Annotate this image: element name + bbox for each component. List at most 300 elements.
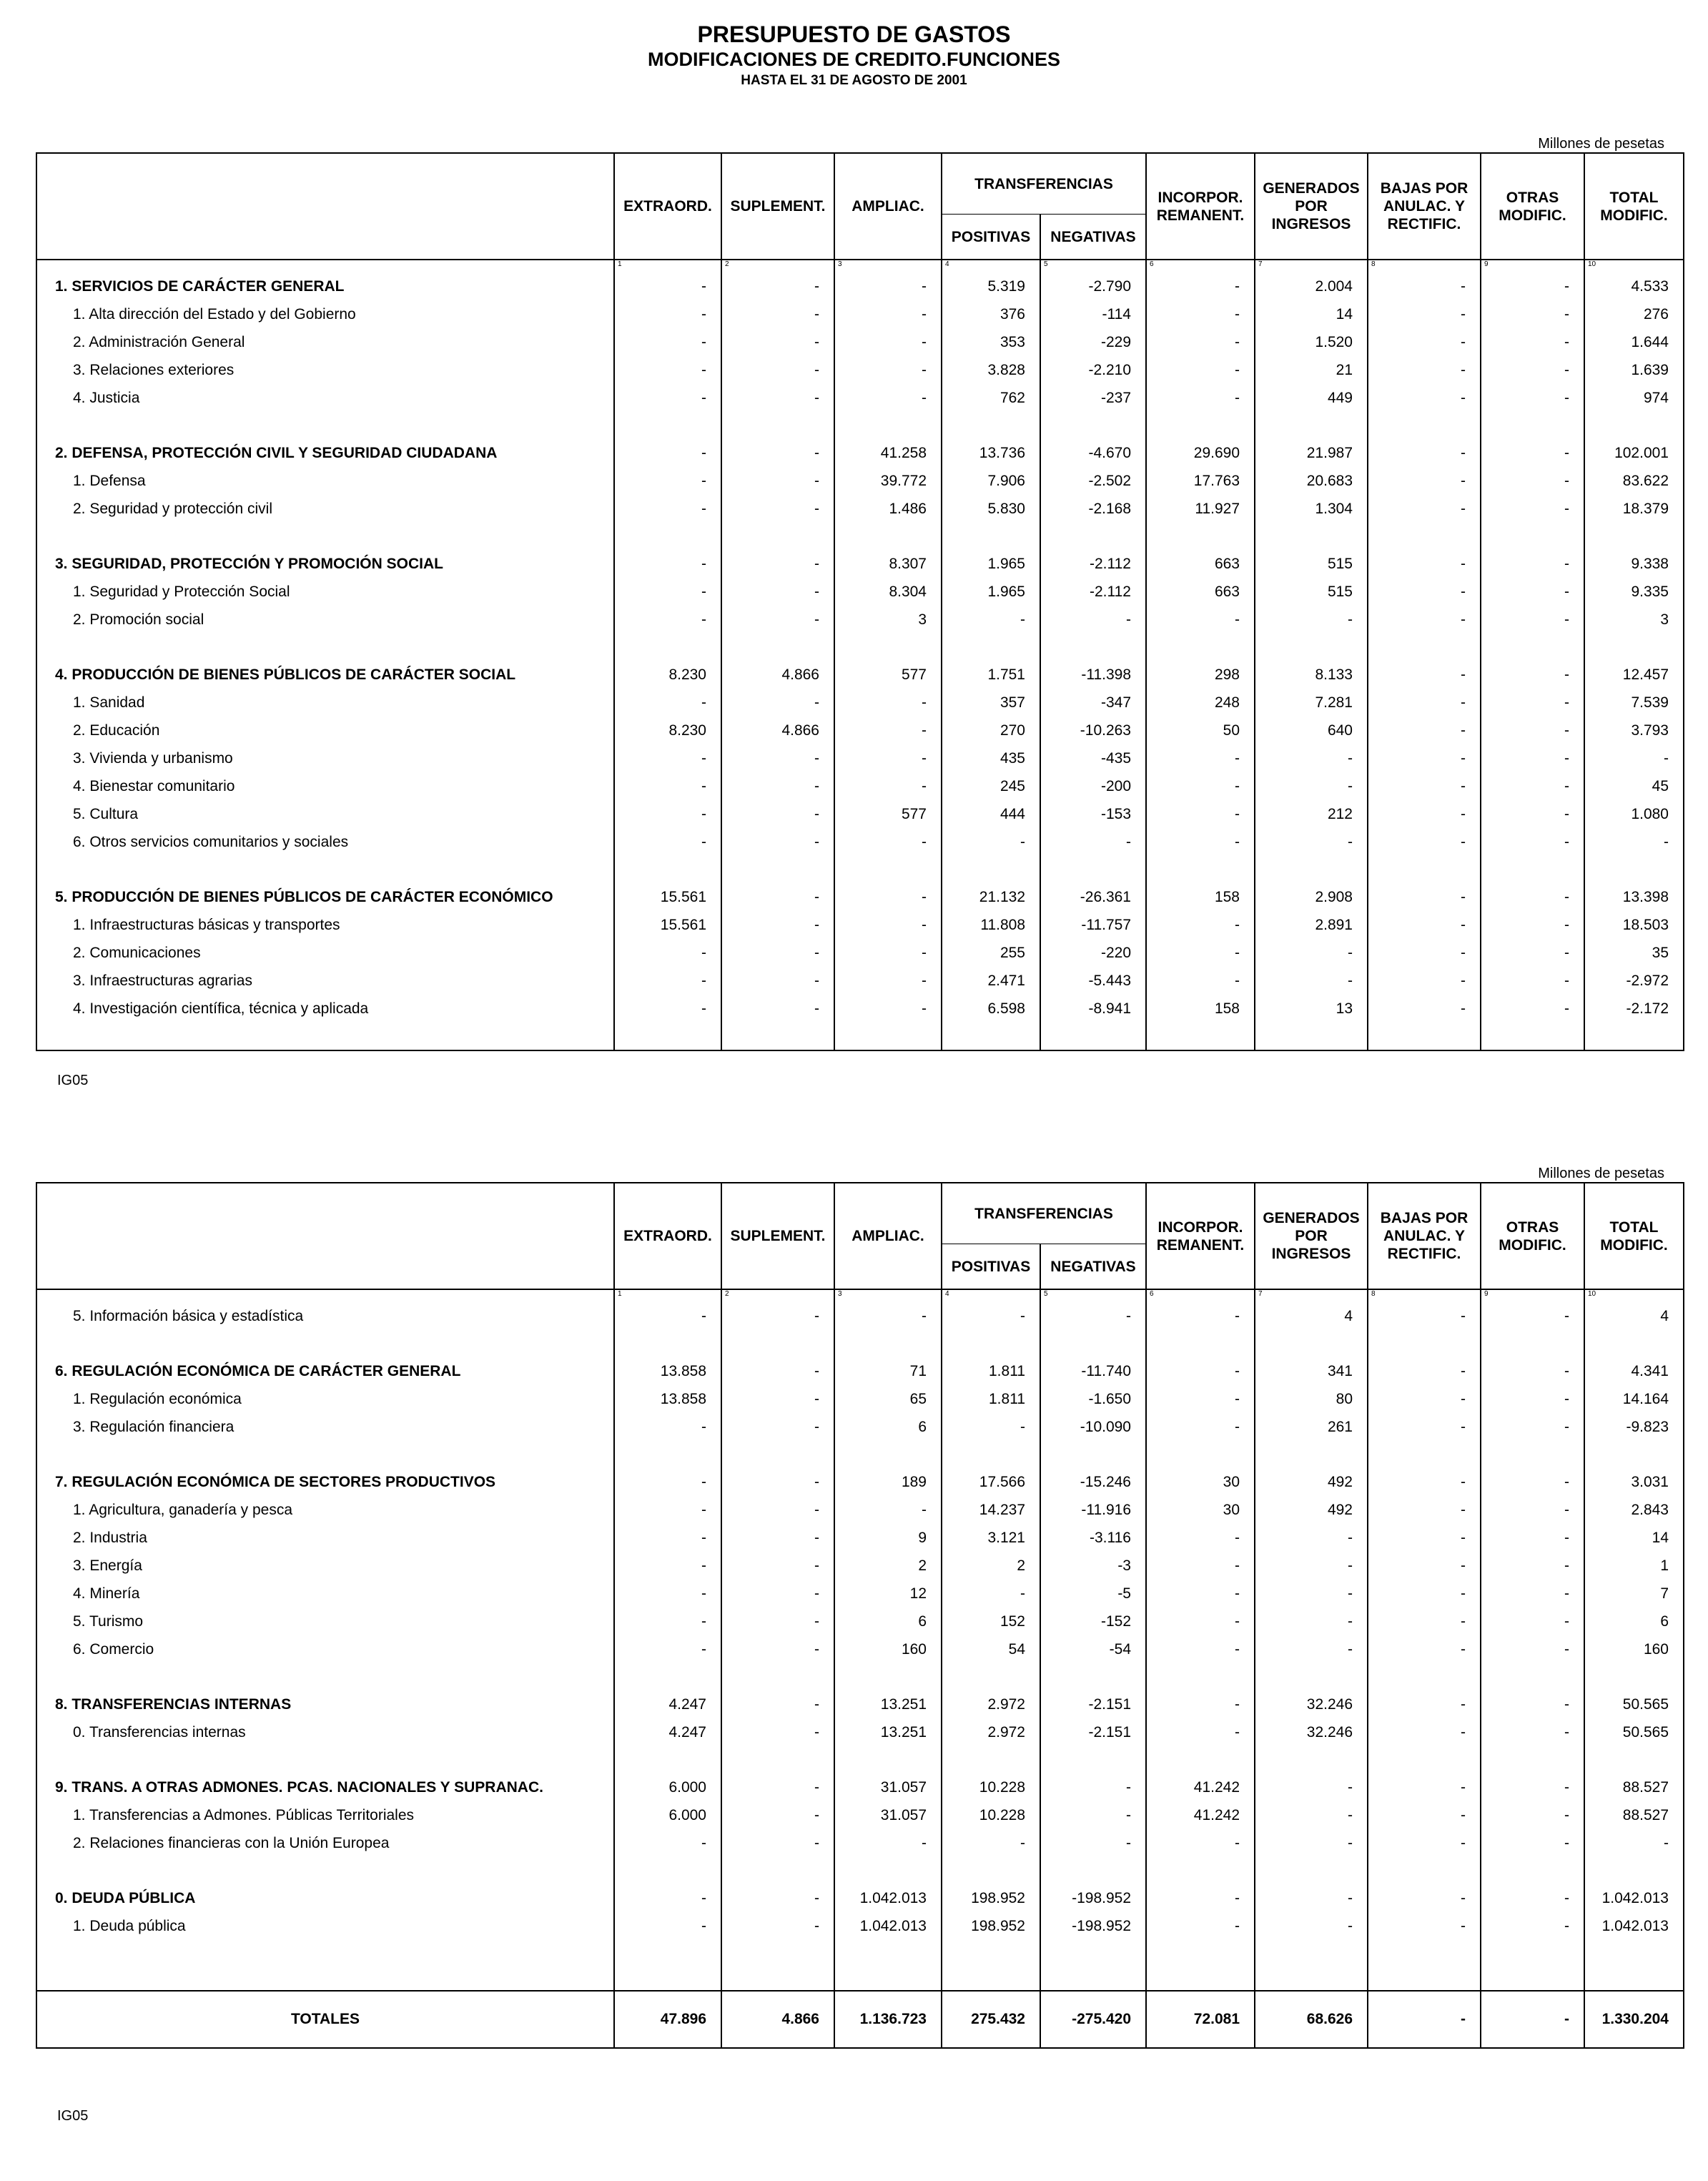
col-number-spacer [36,1289,614,1302]
cell-positivas: 7.906 [942,467,1040,495]
cell-generados: 1.520 [1255,328,1368,356]
cell-extraord: - [614,578,721,606]
cell-negativas: -152 [1040,1608,1146,1635]
cell-positivas: 2 [942,1552,1040,1580]
subitem-row [36,300,1684,328]
cell-ampliac: 577 [834,661,942,689]
cell-positivas: - [942,1302,1040,1330]
subitem-row [36,828,1684,856]
cell-positivas: 10.228 [942,1773,1040,1801]
row-label: 2. Educación [73,722,160,739]
cell-suplement: - [721,1635,834,1663]
cell-extraord: - [614,800,721,828]
cell-bajas: - [1368,467,1481,495]
cell-otras: - [1481,550,1584,578]
cell-bajas: - [1368,995,1481,1023]
spacer-row [36,634,1684,661]
subitem-row [36,1552,1684,1580]
cell-extraord: - [614,744,721,772]
cell-negativas: -198.952 [1040,1912,1146,1940]
cell-generados: 640 [1255,717,1368,744]
cell-generados: 2.004 [1255,272,1368,300]
col-header-positivas: POSITIVAS [942,215,1040,260]
cell-generados: 341 [1255,1357,1368,1385]
cell-incorpor: 50 [1146,717,1255,744]
cell-generados: 492 [1255,1496,1368,1524]
cell-incorpor: - [1146,356,1255,384]
col-header-total: TOTAL MODIFIC. [1584,1183,1684,1289]
cell-ampliac: - [834,689,942,717]
cell-total: 18.503 [1584,911,1684,939]
total-extraord: 47.896 [614,1991,721,2048]
cell-incorpor: 11.927 [1146,495,1255,523]
col-number: 3 [834,1289,942,1302]
cell-extraord: 4.247 [614,1690,721,1718]
cell-total: 1.639 [1584,356,1684,384]
total-incorpor: 72.081 [1146,1991,1255,2048]
cell-generados: - [1255,939,1368,967]
cell-positivas: 5.319 [942,272,1040,300]
cell-bajas: - [1368,1773,1481,1801]
subitem-row [36,1524,1684,1552]
cell-total: 88.527 [1584,1801,1684,1829]
cell-bajas: - [1368,967,1481,995]
cell-suplement: - [721,995,834,1023]
cell-ampliac: 1.042.013 [834,1912,942,1940]
total-bajas: - [1368,1991,1481,2048]
cell-ampliac: 9 [834,1524,942,1552]
cell-incorpor: 663 [1146,550,1255,578]
cell-suplement: 4.866 [721,661,834,689]
cell-negativas: -2.502 [1040,467,1146,495]
row-label: 1. Alta dirección del Estado y del Gobierno [73,305,356,323]
cell-incorpor: - [1146,1690,1255,1718]
cell-negativas: -1.650 [1040,1385,1146,1413]
cell-bajas: - [1368,300,1481,328]
cell-otras: - [1481,661,1584,689]
cell-total: 1.042.013 [1584,1912,1684,1940]
cell-ampliac: - [834,1496,942,1524]
cell-suplement: - [721,1413,834,1441]
subitem-row [36,717,1684,744]
cell-total: 9.335 [1584,578,1684,606]
cell-incorpor: - [1146,1385,1255,1413]
cell-bajas: - [1368,1608,1481,1635]
cell-negativas: -2.790 [1040,272,1146,300]
row-label: 2. DEFENSA, PROTECCIÓN CIVIL Y SEGURIDAD CIUDADANA [55,444,498,461]
cell-negativas: -11.757 [1040,911,1146,939]
cell-negativas: -153 [1040,800,1146,828]
col-number: 2 [721,1289,834,1302]
cell-ampliac: 6 [834,1413,942,1441]
cell-suplement: - [721,1608,834,1635]
totals-row [36,1991,1684,2048]
cell-incorpor: - [1146,1302,1255,1330]
cell-bajas: - [1368,661,1481,689]
subitem-row [36,606,1684,634]
cell-otras: - [1481,495,1584,523]
report-period: HASTA EL 31 DE AGOSTO DE 2001 [741,73,967,88]
cell-generados: 261 [1255,1413,1368,1441]
cell-incorpor: - [1146,744,1255,772]
cell-negativas: -8.941 [1040,995,1146,1023]
cell-otras: - [1481,1884,1584,1912]
cell-otras: - [1481,939,1584,967]
col-header-bajas: BAJAS POR ANULAC. Y RECTIFIC. [1368,1183,1481,1289]
cell-incorpor: - [1146,772,1255,800]
section-row [36,1884,1684,1912]
cell-extraord: - [614,939,721,967]
spacer-row [36,1857,1684,1884]
cell-total: 2.843 [1584,1496,1684,1524]
cell-extraord: 6.000 [614,1801,721,1829]
cell-generados: - [1255,744,1368,772]
cell-otras: - [1481,1718,1584,1746]
report-subtitle: MODIFICACIONES DE CREDITO.FUNCIONES [647,49,1061,70]
cell-generados: - [1255,1773,1368,1801]
row-label: 0. Transferencias internas [73,1723,246,1741]
cell-negativas: - [1040,1773,1146,1801]
cell-ampliac: - [834,384,942,412]
col-header-total: TOTAL MODIFIC. [1584,153,1684,260]
row-label: 3. Vivienda y urbanismo [73,749,233,767]
cell-suplement: - [721,1718,834,1746]
cell-ampliac: - [834,272,942,300]
row-label: 3. Regulación financiera [73,1418,235,1435]
row-label: 8. TRANSFERENCIAS INTERNAS [55,1695,292,1713]
subitem-row [36,744,1684,772]
cell-bajas: - [1368,1912,1481,1940]
cell-extraord: - [614,272,721,300]
cell-otras: - [1481,1912,1584,1940]
col-number: 10 [1584,260,1684,272]
cell-extraord: - [614,300,721,328]
cell-bajas: - [1368,439,1481,467]
row-label: 3. Energía [73,1557,142,1574]
cell-generados: 13 [1255,995,1368,1023]
cell-ampliac: 31.057 [834,1801,942,1829]
cell-total: 12.457 [1584,661,1684,689]
cell-ampliac: 31.057 [834,1773,942,1801]
cell-incorpor: 17.763 [1146,467,1255,495]
cell-negativas: -10.263 [1040,717,1146,744]
col-number: 6 [1146,260,1255,272]
subitem-row [36,384,1684,412]
section-row [36,550,1684,578]
cell-incorpor: - [1146,384,1255,412]
cell-ampliac: - [834,1829,942,1857]
cell-extraord: - [614,1413,721,1441]
cell-generados: - [1255,1635,1368,1663]
cell-incorpor: 158 [1146,995,1255,1023]
cell-positivas: 1.811 [942,1357,1040,1385]
cell-ampliac: - [834,828,942,856]
col-header-otras: OTRAS MODIFIC. [1481,1183,1584,1289]
row-label: 4. Justicia [73,389,140,406]
cell-suplement: - [721,1801,834,1829]
cell-suplement: - [721,772,834,800]
cell-positivas: - [942,1580,1040,1608]
col-number: 3 [834,260,942,272]
label-column-header [36,153,614,260]
spacer-row [36,412,1684,439]
cell-bajas: - [1368,1552,1481,1580]
cell-positivas: 198.952 [942,1912,1040,1940]
label-column-header [36,1183,614,1289]
cell-total: -9.823 [1584,1413,1684,1441]
cell-bajas: - [1368,578,1481,606]
cell-positivas: 435 [942,744,1040,772]
cell-generados: 492 [1255,1468,1368,1496]
spacer-row [36,1330,1684,1357]
cell-negativas: -2.151 [1040,1718,1146,1746]
section-row [36,883,1684,911]
cell-incorpor: 298 [1146,661,1255,689]
col-number: 1 [614,260,721,272]
cell-suplement: - [721,550,834,578]
cell-suplement: - [721,828,834,856]
cell-positivas: 54 [942,1635,1040,1663]
cell-generados: 32.246 [1255,1718,1368,1746]
row-label: 4. Bienestar comunitario [73,777,235,794]
cell-bajas: - [1368,1385,1481,1413]
cell-extraord: - [614,1912,721,1940]
cell-otras: - [1481,1524,1584,1552]
cell-bajas: - [1368,1635,1481,1663]
cell-generados: - [1255,1884,1368,1912]
cell-ampliac: 3 [834,606,942,634]
cell-extraord: - [614,606,721,634]
subitem-row [36,495,1684,523]
cell-total: 1.644 [1584,328,1684,356]
cell-incorpor: 248 [1146,689,1255,717]
subitem-row [36,1829,1684,1857]
cell-ampliac: 13.251 [834,1718,942,1746]
cell-positivas: 255 [942,939,1040,967]
spacer-row [36,1441,1684,1468]
cell-total: 1 [1584,1552,1684,1580]
subitem-row [36,356,1684,384]
cell-extraord: 15.561 [614,883,721,911]
cell-otras: - [1481,800,1584,828]
row-label: 2. Comunicaciones [73,944,201,961]
cell-total: 7.539 [1584,689,1684,717]
cell-suplement: - [721,439,834,467]
total-negativas: -275.420 [1040,1991,1146,2048]
row-label: 1. Deuda pública [73,1917,186,1934]
cell-positivas: 17.566 [942,1468,1040,1496]
cell-negativas: -198.952 [1040,1884,1146,1912]
cell-suplement: - [721,689,834,717]
cell-suplement: - [721,1496,834,1524]
units-label: Millones de pesetas [1538,136,1664,152]
cell-negativas: -2.151 [1040,1690,1146,1718]
cell-extraord: - [614,467,721,495]
cell-otras: - [1481,995,1584,1023]
cell-suplement: - [721,1357,834,1385]
section-row [36,272,1684,300]
col-header-ampliac: AMPLIAC. [834,1183,942,1289]
cell-suplement: - [721,744,834,772]
row-label: 4. Minería [73,1585,140,1602]
cell-ampliac: - [834,300,942,328]
cell-negativas: -11.740 [1040,1357,1146,1385]
cell-otras: - [1481,911,1584,939]
cell-total: 974 [1584,384,1684,412]
cell-otras: - [1481,883,1584,911]
cell-positivas: 6.598 [942,995,1040,1023]
budget-table-1 [36,152,1684,1051]
cell-ampliac: 13.251 [834,1690,942,1718]
cell-total: 83.622 [1584,467,1684,495]
col-header-generados: GENERADOS POR INGRESOS [1255,153,1368,260]
cell-positivas: 5.830 [942,495,1040,523]
total-otras: - [1481,1991,1584,2048]
cell-suplement: - [721,1524,834,1552]
cell-generados: - [1255,1829,1368,1857]
cell-ampliac: - [834,911,942,939]
cell-suplement: - [721,467,834,495]
cell-extraord: - [614,439,721,467]
cell-negativas: -5.443 [1040,967,1146,995]
cell-negativas: -2.112 [1040,578,1146,606]
col-header-transferencias: TRANSFERENCIAS [942,1183,1146,1244]
cell-total: 18.379 [1584,495,1684,523]
cell-negativas: -15.246 [1040,1468,1146,1496]
section-row [36,1468,1684,1496]
cell-negativas: -435 [1040,744,1146,772]
cell-otras: - [1481,1580,1584,1608]
cell-positivas: 1.811 [942,1385,1040,1413]
cell-generados: - [1255,967,1368,995]
col-header-negativas: NEGATIVAS [1040,1244,1146,1290]
cell-positivas: - [942,828,1040,856]
cell-extraord: 8.230 [614,661,721,689]
cell-positivas: 762 [942,384,1040,412]
cell-otras: - [1481,828,1584,856]
cell-generados: 515 [1255,578,1368,606]
row-label: 3. SEGURIDAD, PROTECCIÓN Y PROMOCIÓN SOCIAL [55,555,443,572]
cell-incorpor: 663 [1146,578,1255,606]
spacer-row [36,856,1684,883]
cell-bajas: - [1368,800,1481,828]
cell-incorpor: - [1146,606,1255,634]
cell-negativas: -3.116 [1040,1524,1146,1552]
cell-positivas: 3.121 [942,1524,1040,1552]
cell-total: 4 [1584,1302,1684,1330]
cell-extraord: 13.858 [614,1357,721,1385]
cell-otras: - [1481,1413,1584,1441]
subitem-row [36,995,1684,1023]
subitem-row [36,967,1684,995]
cell-positivas: 10.228 [942,1801,1040,1829]
cell-negativas: -229 [1040,328,1146,356]
cell-otras: - [1481,356,1584,384]
section-row [36,661,1684,689]
row-label: 5. Información básica y estadística [73,1307,304,1324]
cell-ampliac: - [834,356,942,384]
cell-incorpor: - [1146,1912,1255,1940]
col-number: 2 [721,260,834,272]
cell-incorpor: 158 [1146,883,1255,911]
row-label: 6. Otros servicios comunitarios y sociales [73,833,349,850]
cell-negativas: -10.090 [1040,1413,1146,1441]
col-number: 8 [1368,1289,1481,1302]
cell-positivas: - [942,606,1040,634]
cell-generados: - [1255,1912,1368,1940]
cell-positivas: 376 [942,300,1040,328]
subitem-row [36,689,1684,717]
cell-total: 4.533 [1584,272,1684,300]
cell-ampliac: 577 [834,800,942,828]
cell-suplement: - [721,300,834,328]
section-row [36,439,1684,467]
col-header-negativas: NEGATIVAS [1040,215,1146,260]
cell-total: - [1584,828,1684,856]
cell-positivas: 1.751 [942,661,1040,689]
cell-total: 1.042.013 [1584,1884,1684,1912]
cell-incorpor: - [1146,967,1255,995]
cell-suplement: - [721,1690,834,1718]
cell-incorpor: 30 [1146,1496,1255,1524]
cell-ampliac: - [834,883,942,911]
cell-otras: - [1481,384,1584,412]
cell-otras: - [1481,1829,1584,1857]
cell-bajas: - [1368,328,1481,356]
spacer-row [36,1663,1684,1690]
col-number: 8 [1368,260,1481,272]
cell-otras: - [1481,578,1584,606]
row-label: 1. Agricultura, ganadería y pesca [73,1501,293,1518]
cell-bajas: - [1368,1413,1481,1441]
cell-generados: - [1255,606,1368,634]
cell-total: 4.341 [1584,1357,1684,1385]
cell-generados: 21 [1255,356,1368,384]
cell-bajas: - [1368,744,1481,772]
cell-bajas: - [1368,1690,1481,1718]
cell-negativas: -5 [1040,1580,1146,1608]
cell-ampliac: - [834,939,942,967]
spacer-row [36,1940,1684,1991]
row-label: 4. PRODUCCIÓN DE BIENES PÚBLICOS DE CARÁCTER SOCIAL [55,666,516,683]
cell-incorpor: - [1146,1413,1255,1441]
cell-suplement: - [721,1884,834,1912]
cell-bajas: - [1368,1524,1481,1552]
row-label: 4. Investigación científica, técnica y aplicada [73,1000,369,1017]
cell-negativas: - [1040,606,1146,634]
cell-bajas: - [1368,1801,1481,1829]
subitem-row [36,1580,1684,1608]
col-number: 4 [942,1289,1040,1302]
cell-positivas: 2.972 [942,1690,1040,1718]
col-number: 5 [1040,260,1146,272]
cell-suplement: - [721,1773,834,1801]
col-header-generados: GENERADOS POR INGRESOS [1255,1183,1368,1289]
cell-extraord: - [614,1608,721,1635]
cell-positivas: 152 [942,1608,1040,1635]
cell-positivas: 198.952 [942,1884,1040,1912]
cell-suplement: - [721,495,834,523]
cell-negativas: -26.361 [1040,883,1146,911]
cell-positivas: 2.471 [942,967,1040,995]
cell-bajas: - [1368,828,1481,856]
cell-positivas: 13.736 [942,439,1040,467]
subitem-row [36,939,1684,967]
cell-negativas: - [1040,828,1146,856]
cell-negativas: -2.112 [1040,550,1146,578]
cell-negativas: -11.398 [1040,661,1146,689]
cell-ampliac: - [834,717,942,744]
